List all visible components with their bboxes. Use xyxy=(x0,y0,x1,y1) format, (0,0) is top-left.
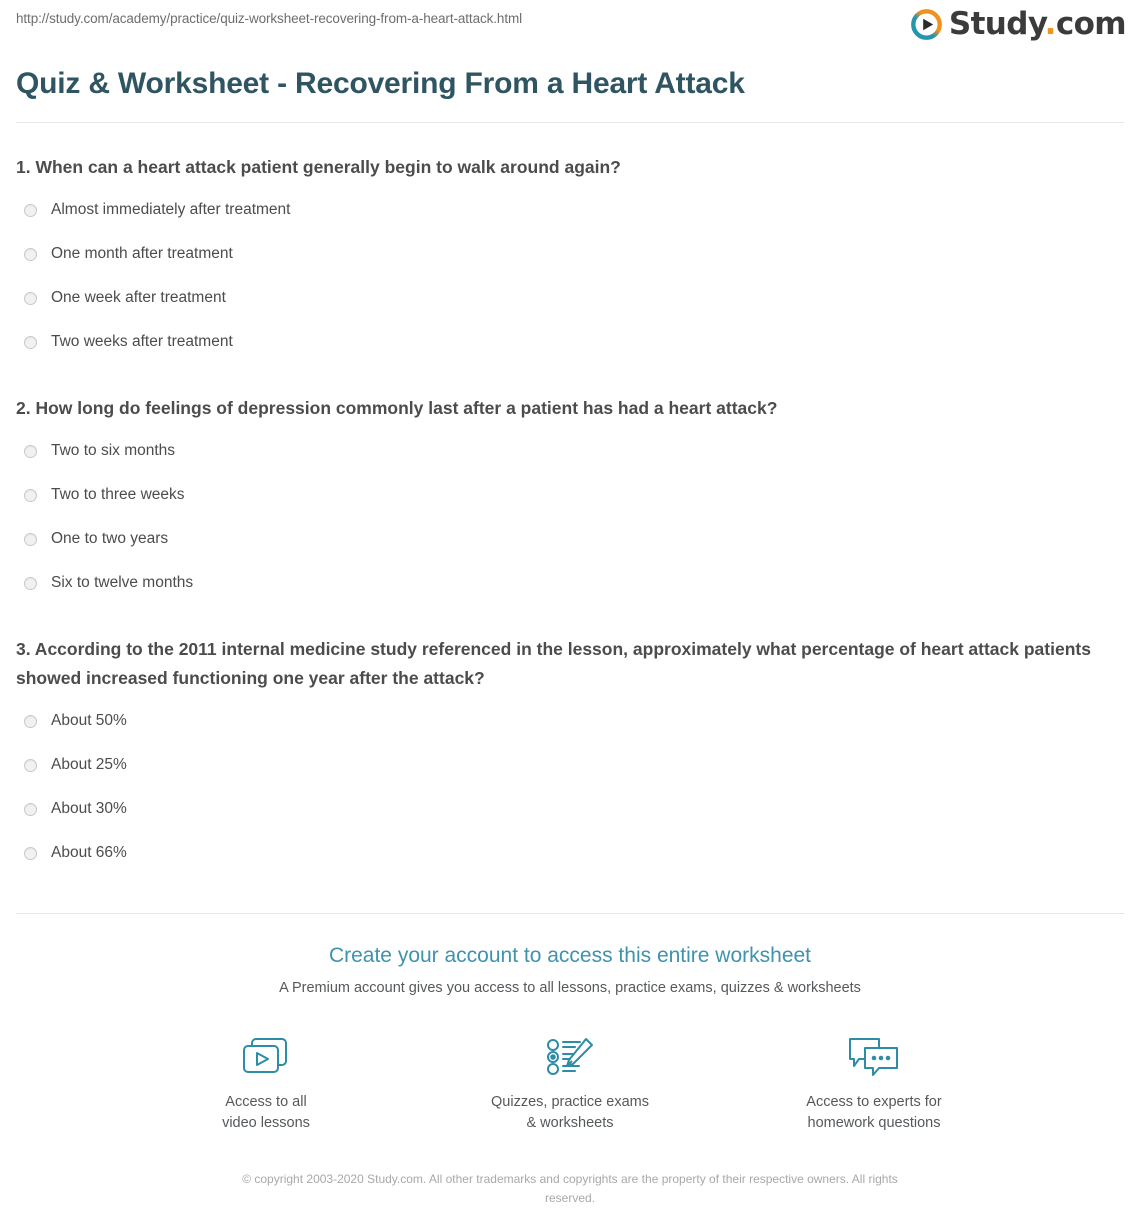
copyright-text: © copyright 2003-2020 Study.com. All other trademarks and copyrights are the property of their respective owners. All rights reserved. xyxy=(242,1172,898,1205)
quiz-body xyxy=(0,153,1140,875)
video-lessons-icon xyxy=(182,1031,350,1083)
option-row[interactable] xyxy=(16,517,1124,561)
question-text: 2. How long do feelings of depression commonly last after a patient has had a heart attack? xyxy=(16,398,778,418)
radio-button-icon[interactable] xyxy=(24,248,37,261)
option-row[interactable] xyxy=(16,276,1124,320)
cta-title[interactable]: Create your account to access this entire worksheet xyxy=(328,944,812,967)
option-list xyxy=(16,429,1124,605)
feature-label xyxy=(182,1092,350,1134)
radio-button-icon[interactable] xyxy=(24,715,37,728)
logo-wordmark xyxy=(948,6,1126,42)
feature-label-line1: Access to all xyxy=(225,1094,307,1110)
option-row[interactable] xyxy=(16,232,1124,276)
option-label: About 66% xyxy=(51,844,127,861)
radio-button-icon[interactable] xyxy=(24,336,37,349)
option-list xyxy=(16,699,1124,875)
feature-video-lessons xyxy=(182,1031,350,1134)
option-row[interactable] xyxy=(16,188,1124,232)
quiz-pencil-icon xyxy=(486,1031,654,1083)
feature-label xyxy=(486,1092,654,1134)
play-circle-icon xyxy=(911,9,942,40)
radio-button-icon[interactable] xyxy=(24,759,37,772)
feature-label-line1: Quizzes, practice exams xyxy=(491,1094,649,1110)
study-com-logo[interactable] xyxy=(911,6,1126,42)
feature-label-line2: homework questions xyxy=(807,1115,941,1131)
option-row[interactable] xyxy=(16,561,1124,605)
option-label: Six to twelve months xyxy=(51,574,194,591)
option-row[interactable] xyxy=(16,473,1124,517)
feature-label-line2: video lessons xyxy=(222,1115,310,1131)
question-text: 3. According to the 2011 internal medicine study referenced in the lesson, approximately what percentage of heart attack patients showed increased functioning one year after the attack? xyxy=(16,639,1091,688)
question-text: 1. When can a heart attack patient generally begin to walk around again? xyxy=(16,157,621,177)
create-account-cta xyxy=(0,914,1140,1208)
option-row[interactable] xyxy=(16,320,1124,364)
option-label: One month after treatment xyxy=(51,245,233,262)
option-label: One week after treatment xyxy=(51,289,226,306)
radio-button-icon[interactable] xyxy=(24,533,37,546)
chat-bubbles-icon xyxy=(790,1031,958,1083)
option-row[interactable] xyxy=(16,429,1124,473)
option-row[interactable] xyxy=(16,699,1124,743)
option-label: One to two years xyxy=(51,530,169,547)
feature-label-line2: & worksheets xyxy=(526,1115,614,1131)
logo-dot: . xyxy=(1044,6,1056,42)
feature-experts xyxy=(790,1031,958,1134)
option-label: Two to three weeks xyxy=(51,486,185,503)
page-url: http://study.com/academy/practice/quiz-worksheet-recovering-from-a-heart-attack.html xyxy=(16,11,523,26)
option-row[interactable] xyxy=(16,831,1124,875)
logo-word-study: Study xyxy=(948,6,1045,42)
radio-button-icon[interactable] xyxy=(24,847,37,860)
radio-button-icon[interactable] xyxy=(24,489,37,502)
radio-button-icon[interactable] xyxy=(24,445,37,458)
feature-list xyxy=(0,1031,1140,1134)
page-title: Quiz & Worksheet - Recovering From a Heart Attack xyxy=(16,67,745,100)
feature-label xyxy=(790,1092,958,1134)
option-label: About 30% xyxy=(51,800,127,817)
title-divider xyxy=(16,122,1124,123)
feature-quizzes xyxy=(486,1031,654,1134)
option-label: About 25% xyxy=(51,756,127,773)
cta-subtitle: A Premium account gives you access to all lessons, practice exams, quizzes & worksheets xyxy=(279,980,861,996)
option-label: Two to six months xyxy=(51,442,176,459)
radio-button-icon[interactable] xyxy=(24,577,37,590)
logo-word-com: com xyxy=(1055,6,1126,42)
question-block xyxy=(16,394,1124,605)
radio-button-icon[interactable] xyxy=(24,803,37,816)
page-header xyxy=(0,0,1140,58)
question-block xyxy=(16,635,1124,875)
option-row[interactable] xyxy=(16,743,1124,787)
option-label: Two weeks after treatment xyxy=(51,333,233,350)
radio-button-icon[interactable] xyxy=(24,292,37,305)
option-label: Almost immediately after treatment xyxy=(51,201,291,218)
option-list xyxy=(16,188,1124,364)
option-label: About 50% xyxy=(51,712,127,729)
feature-label-line1: Access to experts for xyxy=(806,1094,942,1110)
question-block xyxy=(16,153,1124,364)
option-row[interactable] xyxy=(16,787,1124,831)
radio-button-icon[interactable] xyxy=(24,204,37,217)
